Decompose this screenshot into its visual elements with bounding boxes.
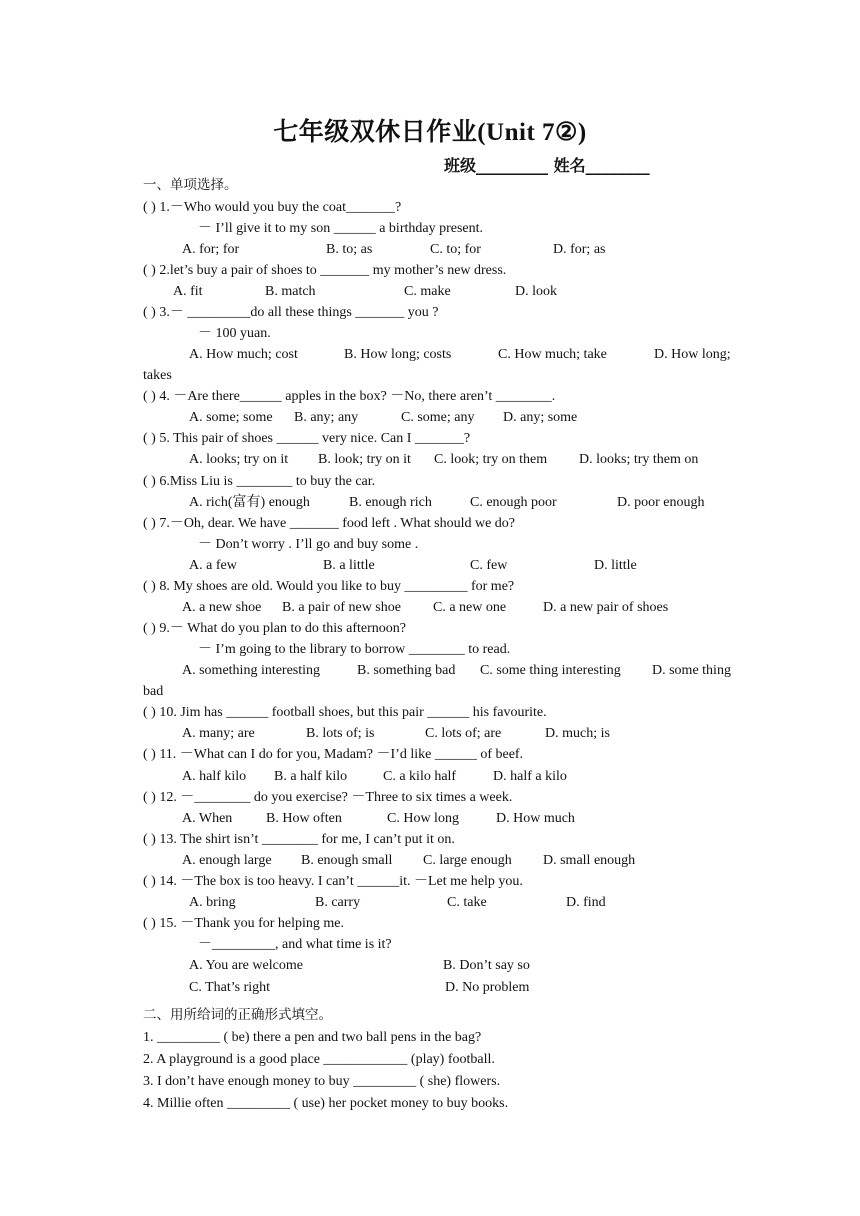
q1-option-c: C. to; for: [430, 242, 481, 257]
q12-option-d: D. How much: [496, 811, 575, 826]
question-7-sub: － Don’t worry . I’ll go and buy some .: [198, 537, 419, 552]
question-12-stem: ( ) 12. －________ do you exercise? －Three to six times a week.: [143, 790, 513, 805]
q11-option-b: B. a half kilo: [274, 769, 348, 784]
q8-option-d: D. a new pair of shoes: [543, 600, 669, 615]
q5-option-c: C. look; try on them: [434, 452, 548, 467]
q10-option-b: B. lots of; is: [306, 726, 375, 741]
q13-option-d: D. small enough: [543, 853, 636, 868]
fill-item-2: 2. A playground is a good place ____________ (play) football.: [143, 1052, 495, 1067]
q13-option-c: C. large enough: [423, 853, 512, 868]
question-1-sub: － I’ll give it to my son ______ a birthday present.: [198, 221, 484, 236]
q15-option-c: C. That’s right: [189, 980, 271, 995]
q6-option-c: C. enough poor: [470, 495, 557, 510]
q2-option-a: A. fit: [173, 284, 203, 299]
q2-option-c: C. make: [404, 284, 451, 299]
q9-option-b: B. something bad: [357, 663, 456, 678]
q14-option-a: A. bring: [189, 895, 236, 910]
page-title: 七年级双休日作业(Unit 7②): [273, 119, 587, 146]
q3-option-d-wrap: takes: [143, 368, 172, 383]
question-9-sub: － I’m going to the library to borrow ________ to read.: [198, 642, 511, 657]
q4-option-c: C. some; any: [401, 410, 475, 425]
q8-option-b: B. a pair of new shoe: [282, 600, 401, 615]
q10-option-c: C. lots of; are: [425, 726, 502, 741]
q13-option-b: B. enough small: [301, 853, 393, 868]
q4-option-d: D. any; some: [503, 410, 578, 425]
question-10-stem: ( ) 10. Jim has ______ football shoes, but this pair ______ his favourite.: [143, 705, 547, 720]
question-15-stem: ( ) 15. －Thank you for helping me.: [143, 916, 345, 931]
q11-option-a: A. half kilo: [182, 769, 247, 784]
q14-option-c: C. take: [447, 895, 487, 910]
q9-option-d: D. some thing: [652, 663, 731, 678]
q3-option-b: B. How long; costs: [344, 347, 452, 362]
fill-item-1: 1. _________ ( be) there a pen and two ball pens in the bag?: [143, 1030, 482, 1045]
q14-option-d: D. find: [566, 895, 606, 910]
q10-option-d: D. much; is: [545, 726, 610, 741]
q5-option-b: B. look; try on it: [318, 452, 411, 467]
question-7-stem: ( ) 7.－Oh, dear. We have _______ food left . What should we do?: [143, 516, 515, 531]
q9-option-a: A. something interesting: [182, 663, 321, 678]
q11-option-d: D. half a kilo: [493, 769, 567, 784]
q1-option-b: B. to; as: [326, 242, 373, 257]
section-1-title: 一、单项选择。: [143, 177, 238, 193]
q7-option-a: A. a few: [189, 558, 237, 573]
q9-option-c: C. some thing interesting: [480, 663, 621, 678]
question-3-stem: ( ) 3.－ _________do all these things _______ you ?: [143, 305, 439, 320]
section-2-title: 二、用所给词的正确形式填空。: [143, 1007, 332, 1023]
question-15-sub: －_________, and what time is it?: [198, 937, 392, 952]
q6-option-b: B. enough rich: [349, 495, 432, 510]
question-11-stem: ( ) 11. －What can I do for you, Madam? －I’d like ______ of beef.: [143, 747, 524, 762]
q15-option-d: D. No problem: [445, 980, 530, 995]
q3-option-d: D. How long;: [654, 347, 731, 362]
q4-option-a: A. some; some: [189, 410, 273, 425]
question-9-stem: ( ) 9.－ What do you plan to do this afternoon?: [143, 621, 406, 636]
q11-option-c: C. a kilo half: [383, 769, 457, 784]
q1-option-a: A. for; for: [182, 242, 240, 257]
question-4-stem: ( ) 4. －Are there______ apples in the box? －No, there aren’t ________.: [143, 389, 556, 404]
q12-option-c: C. How long: [387, 811, 459, 826]
q7-option-d: D. little: [594, 558, 637, 573]
question-6-stem: ( ) 6.Miss Liu is ________ to buy the car.: [143, 474, 376, 489]
question-5-stem: ( ) 5. This pair of shoes ______ very nice. Can I _______?: [143, 431, 471, 446]
class-name-line: 班级_________ 姓名________: [444, 156, 650, 175]
q8-option-c: C. a new one: [433, 600, 507, 615]
question-13-stem: ( ) 13. The shirt isn’t ________ for me, I can’t put it on.: [143, 832, 455, 847]
q6-option-a: A. rich(富有) enough: [189, 495, 310, 510]
question-14-stem: ( ) 14. －The box is too heavy. I can’t ______it. －Let me help you.: [143, 874, 523, 889]
question-3-sub: － 100 yuan.: [198, 326, 271, 341]
q5-option-a: A. looks; try on it: [189, 452, 289, 467]
q9-option-d-wrap: bad: [143, 684, 164, 699]
question-1-stem: ( ) 1.－Who would you buy the coat_______?: [143, 200, 402, 215]
q13-option-a: A. enough large: [182, 853, 272, 868]
q3-option-c: C. How much; take: [498, 347, 607, 362]
q7-option-c: C. few: [470, 558, 508, 573]
q1-option-d: D. for; as: [553, 242, 606, 257]
q15-option-b: B. Don’t say so: [443, 958, 530, 973]
q10-option-a: A. many; are: [182, 726, 255, 741]
q2-option-d: D. look: [515, 284, 557, 299]
q12-option-a: A. When: [182, 811, 233, 826]
q7-option-b: B. a little: [323, 558, 375, 573]
q4-option-b: B. any; any: [294, 410, 359, 425]
q15-option-a: A. You are welcome: [189, 958, 303, 973]
question-2-stem: ( ) 2.let’s buy a pair of shoes to _______ my mother’s new dress.: [143, 263, 507, 278]
q5-option-d: D. looks; try them on: [579, 452, 699, 467]
q3-option-a: A. How much; cost: [189, 347, 298, 362]
question-8-stem: ( ) 8. My shoes are old. Would you like to buy _________ for me?: [143, 579, 515, 594]
q2-option-b: B. match: [265, 284, 316, 299]
q14-option-b: B. carry: [315, 895, 361, 910]
q12-option-b: B. How often: [266, 811, 342, 826]
fill-item-3: 3. I don’t have enough money to buy _________ ( she) flowers.: [143, 1074, 501, 1089]
fill-item-4: 4. Millie often _________ ( use) her pocket money to buy books.: [143, 1096, 509, 1111]
q6-option-d: D. poor enough: [617, 495, 705, 510]
q8-option-a: A. a new shoe: [182, 600, 262, 615]
